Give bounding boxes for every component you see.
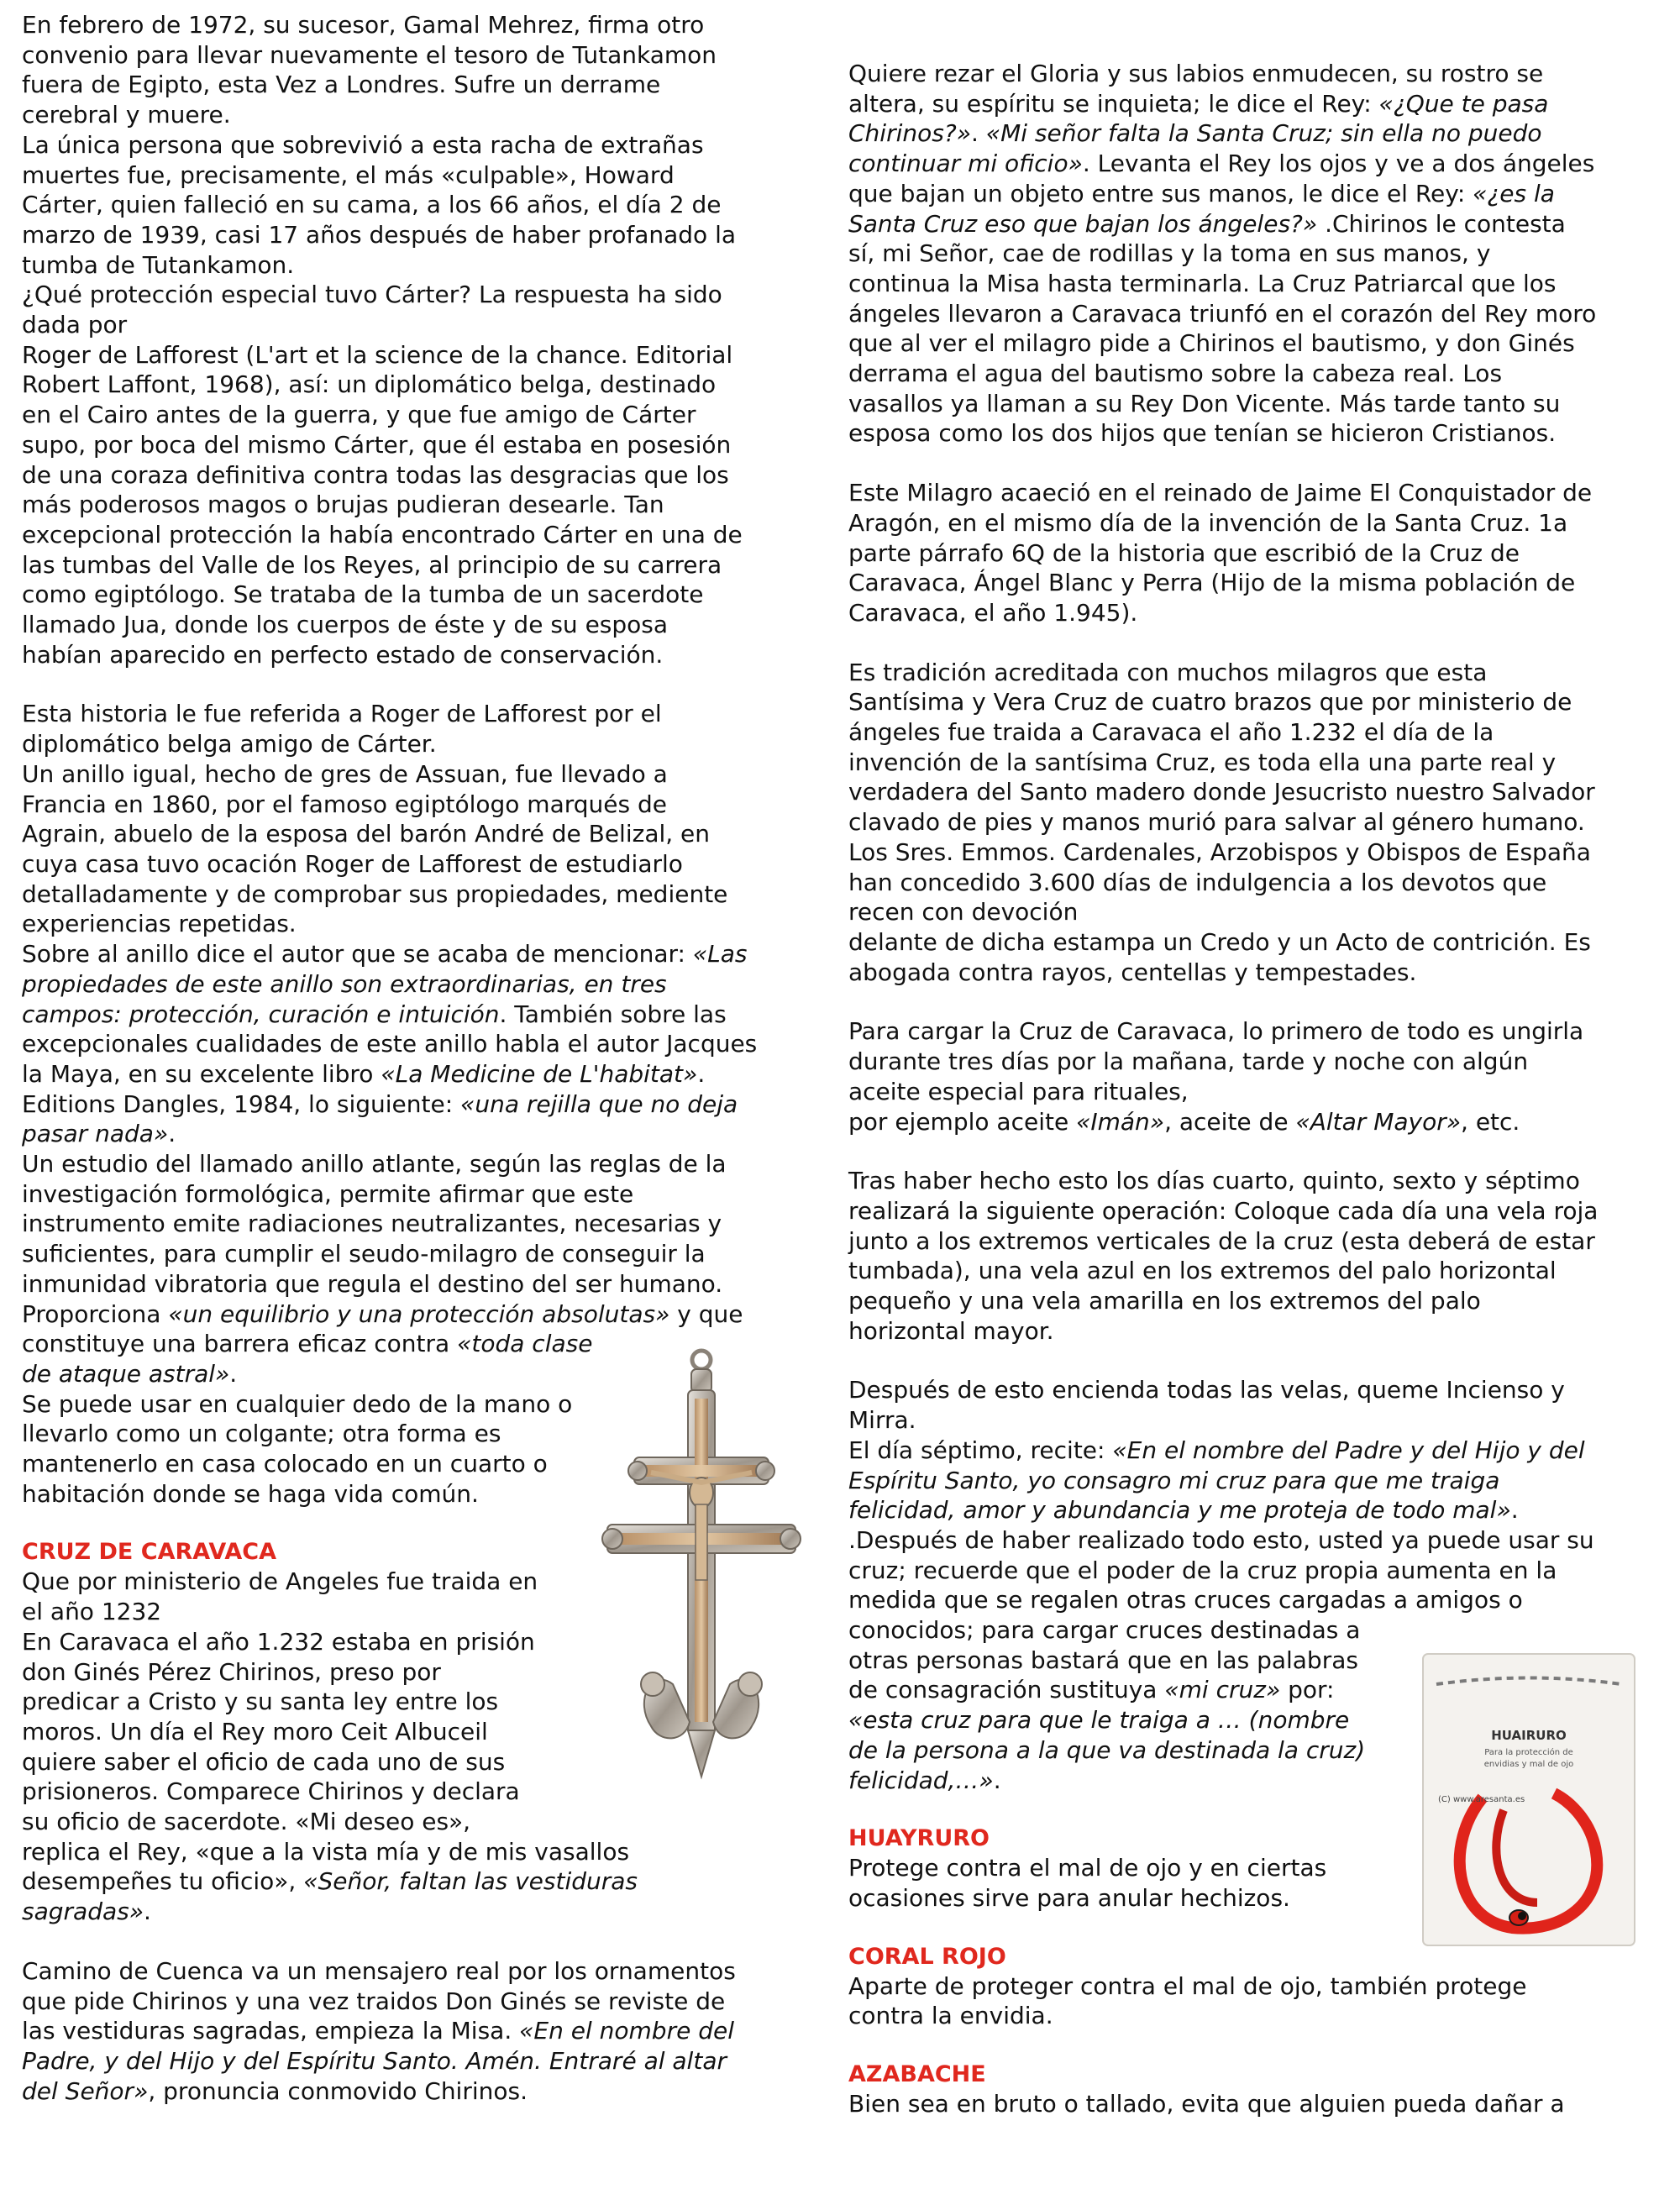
paragraph — [848, 1016, 1655, 1136]
text-run: por: — [1288, 1676, 1335, 1704]
text-run: Un estudio del llamado anillo atlante, según las reglas de la investigación formológica, permite afirmar que este instrumento emite radiaciones neutralizantes, necesarias y suficientes, para cumplir el seudo-milagro de conseguir la inmunidad vibratoria que regula el destino del ser humano. Proporciona — [22, 1150, 727, 1328]
paragraph: Es tradición acreditada con muchos milagros que esta Santísima y Vera Cruz de cuatro brazos que por ministerio de ángeles fue traida a Caravaca el año 1.232 el día de la invención de la santísima Cruz, es toda ella una parte real y verdadera del Santo madero donde Jesucristo nuestro Salvador clavado de pies y manos murió para salvar al género humano. Los Sres. Emmos. Cardenales, Arzobispos y Obispos de España han concedido 3.600 días de indulgencia a los devotos que recen con devoción — [848, 658, 1595, 927]
paragraph — [22, 939, 807, 1149]
book-title: «La Medicine de L'habitat» — [381, 1059, 698, 1088]
paragraph: Aparte de proteger contra el mal de ojo, también protege contra la envidia. — [848, 1971, 1527, 2030]
quote: «esta cruz para que le traiga a … (nombre de la persona a la que va destinada la cruz) felicidad,…» — [848, 1706, 1366, 1794]
paragraph: Protege contra el mal de ojo y en ciertas ocasiones sirve para anular hechizos. — [848, 1854, 1327, 1912]
text-run: . — [168, 1120, 176, 1148]
product-subtitle: envidias y mal de ojo — [1483, 1760, 1574, 1769]
quote: «Señor, faltan las vestiduras sagradas» — [22, 1867, 638, 1926]
paragraph: Que por ministerio de Angeles fue traida en el año 1232 — [22, 1567, 538, 1626]
text-run: Quiere rezar el Gloria y sus labios enmudecen, su rostro se altera, su espíritu se inquieta; le dice el Rey: — [848, 60, 1544, 118]
text-run: . — [144, 1898, 151, 1926]
quote: «Las propiedades de este anillo son extraordinarias, en tres campos: protección, curación e intuición — [22, 940, 748, 1028]
text-run: .Después de haber realizado todo esto, usted ya puede usar su cruz; recuerde que el poder de la cruz propia aumenta en la medida que se regalen otras cruces cargadas a amigos o conocidos; para cargar cruces destinadas a otras personas bastará que en las palabras de consagración sustituya — [848, 1525, 1594, 1704]
text-run: , aceite de — [1164, 1107, 1296, 1136]
paragraph — [848, 1436, 1655, 1525]
quote: «¿Que te pasa Chirinos?» — [848, 89, 1549, 148]
product-title: HUAIRURO — [1491, 1728, 1567, 1743]
quote: «En el nombre del Padre, y del Hijo y del Espíritu Santo. Amén. Entraré al altar del Señor» — [22, 2017, 734, 2105]
text-run: En Caravaca el año 1.232 estaba en prisión don Ginés Pérez Chirinos, preso por predicar a Cristo y su santa ley entre los moros. Un día el Rey moro Ceit Albuceil quiere saber el oficio de cada uno de sus prisioneros. Comparece Chirinos y declara su oficio de sacerdote. «Mi deseo es», replica el Rey, «que a la vista mía y de mis vasallos desempeñes tu oficio», — [22, 1627, 630, 1896]
quote: «Imán» — [1076, 1107, 1165, 1136]
section-heading-coral-rojo: CORAL ROJO — [848, 1943, 1006, 1970]
paragraph — [22, 1956, 807, 2107]
paragraph: En febrero de 1972, su sucesor, Gamal Mehrez, firma otro convenio para llevar nuevamente el tesoro de Tutankamon fuera de Egipto, esta Vez a Londres. Sufre un derrame cerebral y muere. — [22, 11, 717, 129]
paragraph — [848, 59, 1655, 449]
huairuro-product-image — [1420, 1651, 1638, 1949]
section-heading-azabache: AZABACHE — [848, 2061, 986, 2088]
text-run: Para cargar la Cruz de Caravaca, lo primero de todo es ungirla durante tres días por la mañana, tarde y noche con algún aceite especial para rituales, por ejemplo aceite — [848, 1017, 1584, 1136]
quote: «¿es la Santa Cruz eso que bajan los ángeles?» — [848, 179, 1555, 238]
text-run: . — [993, 1766, 1001, 1794]
text-run: .Chirinos le contesta sí, mi Señor, cae de rodillas y la toma en sus manos, y continua la Misa hasta terminarla. La Cruz Patriarcal que los ángeles llevaron a Caravaca triunfó en el corazón del Rey moro que al ver el milagro pide a Chirinos el bautismo, y don Ginés derrama el agua del bautismo sobre la cabeza real. Los vasallos ya llaman a su Rey Don Vicente. Más tarde tanto su esposa como los dos hijos que tenían se hicieron Cristianos. — [848, 209, 1597, 448]
quote: «mi cruz» — [1164, 1676, 1281, 1704]
section-heading-huayruro: HUAYRURO — [848, 1825, 990, 1852]
quote: «un equilibrio y una protección absolutas» — [168, 1299, 670, 1328]
text-run: y que constituye una barrera eficaz contra — [22, 1299, 743, 1358]
text-run: . Editions Dangles, 1984, lo siguiente: — [22, 1059, 706, 1118]
text-run: El día séptimo, recite: — [848, 1436, 1113, 1464]
paragraph: Roger de Lafforest (L'art et la science de la chance. Editorial Robert Laffont, 1968), así: un diplomático belga, destinado en el Cairo antes de la guerra, y que fue amigo de Cárter supo, por boca del mismo Cárter, que él estaba en posesión de una coraza definitiva contra todas las desgracias que los más poderosos magos o brujas pudieran desearle. Tan excepcional protección la había encontrado Cárter en una de las tumbas del Valle de los Reyes, al principio de su carrera como egiptólogo. Se trataba de la tumba de un sacerdote llamado Jua, donde los cuerpos de éste y de su esposa habían aparecido en perfecto estado de conservación. — [22, 340, 743, 669]
caravaca-cross-image — [601, 1348, 802, 1802]
quote: «una rejilla que no deja pasar nada» — [22, 1089, 738, 1148]
paragraph: Se puede usar en cualquier dedo de la mano o llevarlo como un colgante; otra forma es mantenerlo en casa colocado en un cuarto o habitación donde se haga vida común. — [22, 1389, 573, 1508]
quote: «Mi señor falta la Santa Cruz; sin ella no puedo continuar mi oficio» — [848, 119, 1542, 178]
paragraph: La única persona que sobrevivió a esta racha de extrañas muertes fue, precisamente, el más «culpable», Howard Cárter, quien falleció en su cama, a los 66 años, el día 2 de marzo de 1939, casi 17 años después de haber profanado la tumba de Tutankamon. — [22, 130, 737, 279]
paragraph: Esta historia le fue referida a Roger de Lafforest por el diplomático belga amigo de Cárter. — [22, 700, 662, 759]
text-run: Camino de Cuenca va un mensajero real por los ornamentos que pide Chirinos y una vez traidos Don Ginés se reviste de las vestiduras sagradas, empieza la Misa. — [22, 1956, 736, 2045]
text-run: , etc. — [1461, 1107, 1520, 1136]
paragraph: Este Milagro acaeció en el reinado de Jaime El Conquistador de Aragón, en el mismo día de la invención de la Santa Cruz. 1a parte párrafo 6Q de la historia que escribió de la Cruz de Caravaca, Ángel Blanc y Perra (Hijo de la misma población de Caravaca, el año 1.945). — [848, 479, 1593, 627]
paragraph: Un anillo igual, hecho de gres de Assuan, fue llevado a Francia en 1860, por el famoso egiptólogo marqués de Agrain, abuelo de la esposa del barón André de Belizal, en cuya casa tuvo ocación Roger de Lafforest de estudiarlo detalladamente y de comprobar sus propiedades, mediente experiencias repetidas. — [22, 759, 728, 938]
text-run: . — [229, 1359, 238, 1388]
paragraph: delante de dicha estampa un Credo y un Acto de contrición. Es abogada contra rayos, centellas y tempestades. — [848, 927, 1591, 986]
product-footer: (C) www.aresanta.es — [1438, 1795, 1525, 1804]
quote: «Altar Mayor» — [1295, 1107, 1462, 1136]
text-run: , pronuncia conmovido Chirinos. — [148, 2076, 528, 2105]
text-run: . Levanta el Rey los ojos y ve a dos ángeles que bajan un objeto entre sus manos, le dice el Rey: — [848, 150, 1595, 207]
quote: «En el nombre del Padre y del Hijo y del Espíritu Santo, yo consagro mi cruz para que me traiga felicidad, amor y abundancia y me proteja de todo mal» — [848, 1436, 1585, 1525]
paragraph: Bien sea en bruto o tallado, evita que alguien pueda dañar a — [848, 2090, 1565, 2118]
text-run: Sobre al anillo dice el autor que se acaba de mencionar: — [22, 940, 693, 969]
paragraph: Tras haber hecho esto los días cuarto, quinto, sexto y séptimo realizará la siguiente operación: Coloque cada día una vela roja junto a los extremos verticales de la cruz (esta deberá de estar tumbada), una vela azul en los extremos del palo horizontal pequeño y una vela amarilla en los extremos del palo horizontal mayor. — [848, 1167, 1599, 1345]
quote: «toda clase de ataque astral» — [22, 1330, 593, 1388]
paragraph: ¿Qué protección especial tuvo Cárter? La respuesta ha sido dada por — [22, 281, 722, 339]
text-run: . — [970, 119, 986, 148]
text-run: . También sobre las excepcionales cualidades de este anillo habla el autor Jacques la Maya, en su excelente libro — [22, 1000, 758, 1088]
paragraph: Después de esto encienda todas las velas, queme Incienso y Mirra. — [848, 1376, 1565, 1435]
text-run: . — [1510, 1496, 1519, 1525]
product-subtitle: Para la protección de — [1484, 1748, 1573, 1757]
section-heading-cruz-de-caravaca: CRUZ DE CARAVACA — [22, 1539, 276, 1566]
